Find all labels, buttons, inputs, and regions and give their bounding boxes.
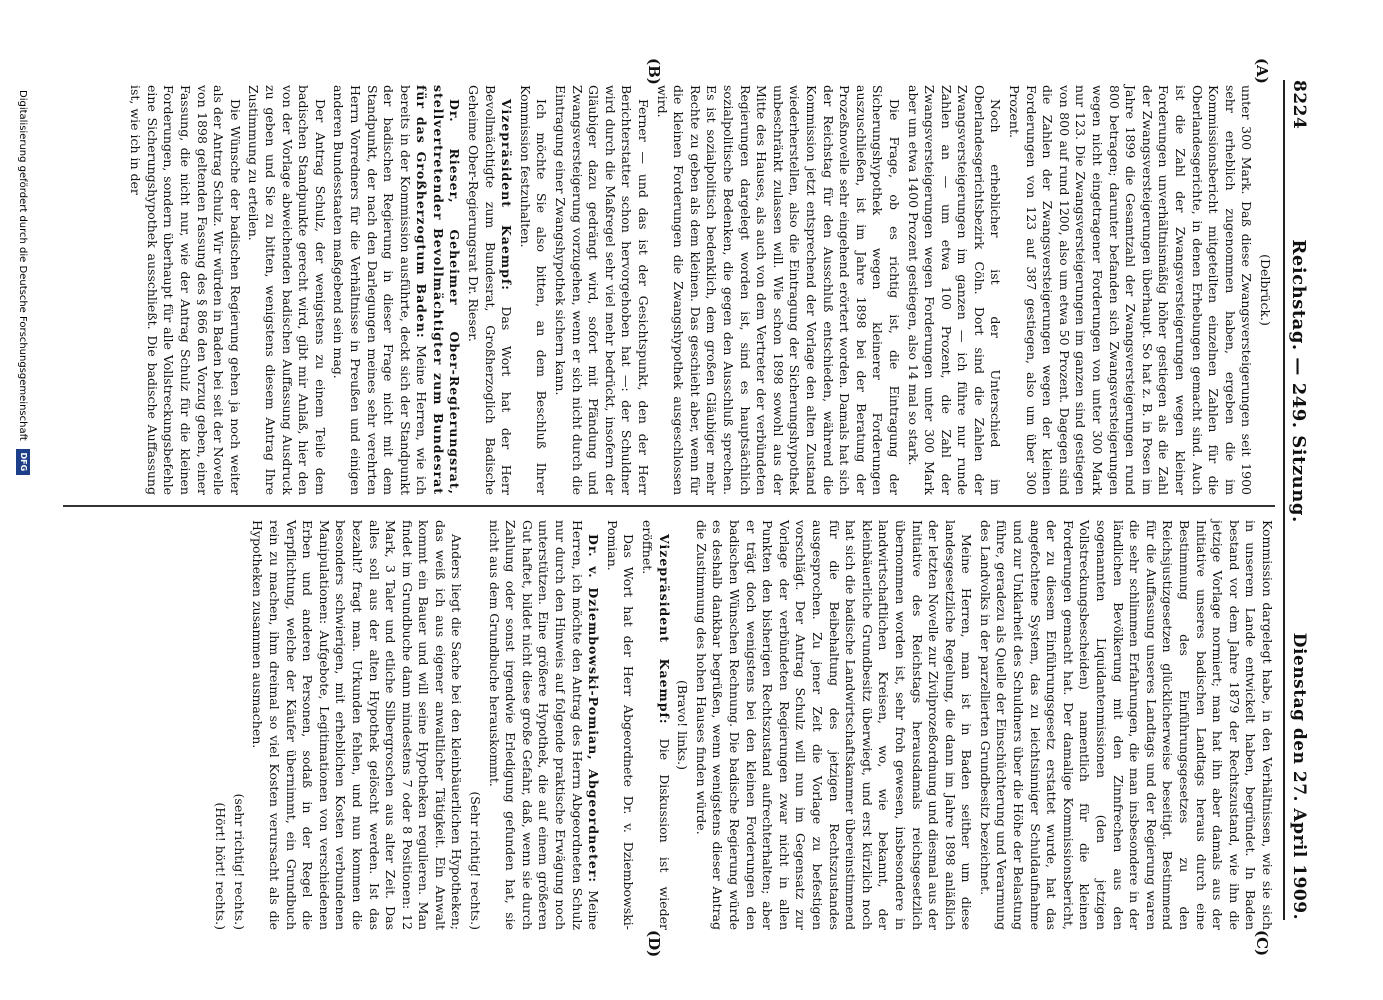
margin-mark-d: (D)	[645, 930, 663, 958]
speech-text: Die Diskussion ist wieder eröffnet.	[640, 520, 672, 930]
applause-note: (Bravo! links.)	[675, 680, 691, 770]
session-title: Reichstag. — 249. Sitzung.	[1288, 239, 1310, 523]
paragraph: Kommission dargelegt habe, in den Verhältnissen, wie sie sich in unserem Lande entwickelt haben, begründet. In Baden bestand vor dem Jahre 1879 der Rechtszustand, wie ihn die jetzige Vorlage normiert; man hat ihn aber damals aus der Initiative unseres badischen Landtags heraus durch eine Bestimmung des Einführungsgesetzes zu den Reichsjustizgesetzen glücklicherweise beseitigt. Bestimmend für die Auffassung unseres Landtags und der Regierung waren die sehr schlimmen Erfahrungen, die man insbesondere in der ländlichen Bevölkerung mit den Zinnfrechen aus den sogenannten Liquidantenmissionen (den jetzigen Vollstreckungsbescheiden) namentlich für die kleinen Forderungen gemacht hat. Der damalige Kommissionsbericht, der zu diesem Einführungsgesetz erstattet wurde, hat das angefochtene System, das zu leichtsinniger Schuldaufnahme und zur Unklarheit des Schuldners über die Höhe der Belastung führe, geradezu als Quelle der Einschüchterung und Verarmung des Landvolks in der parzellierten Grundbesitz bezeichnet.	[977, 520, 1275, 930]
dfg-logo-icon: DFG	[16, 449, 30, 475]
speaker-name: Dr. v. Dziembowski-Pomian, Abgeordneter:	[586, 534, 602, 884]
speaker-continued: (Delbrück.)	[1258, 254, 1273, 326]
paragraph: Der Antrag Schulz, der wenigstens zu einem Teile dem badischen Standpunkte gerecht wird, gibt mir Anlaß, hier den von der Vorlage abweichenden badischen Auffassung Ausdruck zu geben und Sie zu bitten, wenigstens diesem Antrag Ihre Zustimmung zu erteilen.	[246, 85, 328, 495]
applause-note: (Hört! hört! rechts.)	[213, 802, 229, 930]
margin-mark-a: (A)	[1253, 58, 1271, 84]
rieser-statement	[330, 85, 463, 495]
vp-statement	[638, 520, 671, 930]
page-number: 8224	[1289, 80, 1309, 130]
header-rule	[1283, 80, 1285, 920]
paragraph: Das Wort hat der Herr Abgeordnete Dr. v. Dziembowski-Pomian.	[604, 520, 637, 930]
column-divider	[63, 505, 1275, 507]
paragraph: Ferner — und das ist der Gesichtspunkt, den der Herr Berichterstatter schon hervorgehoben hat —: der Schuldner wird durch die Maßregel sehr viel mehr bedrückt, insofern der Gläubiger dazu gedrängt wird, sofort mit Pfändung und Zwangsversteigerung vorzugehen, wenn er sich nicht durch die Eintragung einer Zwangshypothek sichern kann.	[553, 85, 652, 495]
paragraph: Noch erheblicher ist der Unterschied im Oberlandesgerichtsbezirk Cöln. Dort sind die Zahlen der Zwangsversteigerungen im ganzen — ich führe nur runde Zahlen an — um etwa 100 Prozent, die Zahl der Zwangsversteigerungen wegen Forderungen unter 300 Mark aber um etwa 1400 Prozent gestiegen, also 14 mal so stark.	[905, 85, 1004, 495]
speech-text: Meine Herren, wie ich bereits in der Kommission ausführte, deckt sich der Standpunkt der badischen Regierung in dieser Frage nicht mit dem Standpunkt, der nach den Darlegungen meines sehr verehrten Herrn Vorredners für die Verhältnisse in Preußen und einigen anderen Bundesstaaten maßgebend sein mag.	[331, 85, 430, 495]
margin-mark-b: (B)	[645, 58, 663, 85]
speech-text: Das Wort hat der Herr Bevollmächtigte zum Bundesrat, Großherzoglich Badische Geheime Ober-Regierungsrat Dr. Rieser.	[466, 85, 515, 495]
paragraph: Anders liegt die Sache bei den kleinbäuerlichen Hypotheken; das weiß ich aus eigener anwaltlicher Tätigkeit. Ein Anwalt kommt ein Bauer und will seine Hypotheken regulieren. Man findet im Grundbuche dann mindestens 7 oder 8 Positionen: 12 Mark, 3 Taler und etliche Silbergroschen aus alter Zeit. Das alles soll aus der alten Hypothek gelöscht werden. Ist das bezahlt? fragt man. Urkunden fehlen, und nun kommen die besonders schwierigen, mit erheblichen Kosten verbundenen Manipulationen: Aufgebote, Legitimationen von verschiedenen Erben und anderen Personen, sodaß in der Regel die Verpflichtung, welche der Käufer übernimmt, ein Grundbuch rein zu machen, ihm dreimal so viel Kosten verursacht als die Hypotheken zusammen ausmachen.	[250, 520, 465, 930]
digitization-footer	[13, 90, 33, 970]
session-date: Dienstag den 27. April 1909.	[1289, 632, 1309, 920]
right-column	[210, 520, 1275, 930]
paragraph: Meine Herren, man ist in Baden seither um diese landesgesetzliche Regelung, die dann im Jahre 1898 anläßlich der letzten Novelle zur Zivilprozeßordnung und diesmal aus der Initiative des Reichstags herausdamals reichsgesetzlich übernommen worden ist, sehr froh gewesen, insbesondere in landwirtschaftlichen Kreisen, wo, wie bekannt, der kleinbäuerliche Grundbesitz überwiegt, und erst kürzlich noch hat sich die badische Landwirtschaftskammer übereinstimmend für die Beibehaltung des jetzigen Rechtszustandes ausgesprochen. Zu jener Zeit die Vorlage zu befestigen vorschlägt. Der Antrag Schulz will nun im Gegensatz zur Vorlage der verbündeten Regierungen zwar nicht in allen Punkten den bisherigen Rechtszustand aufrechterhalten; aber er trägt doch wenigstens bei den kleinen Forderungen den badischen Wünschen Rechnung. Die badische Regierung würde es deshalb dankbar begrüßen, wenn wenigstens dieser Antrag die Zustimmung des hohen Hauses finden würde.	[693, 520, 975, 930]
applause-note: (Sehr richtig! rechts.)	[468, 791, 484, 930]
left-column	[125, 85, 1275, 495]
applause-note: (sehr richtig! rechts.)	[231, 793, 247, 930]
paragraph: Die Frage, ob es richtig ist, die Eintragung der Sicherungshypothek wegen kleinerer Forderungen auszuschließen, ist im Jahre 1898 bei der Beratung der Prozeßnovelle sehr eingehend erörtert worden. Damals hat sich der Reichstag für den Ausschluß entschieden, während die Kommission jetzt entsprechend der Vorlage den alten Zustand wiederherstellen, also die Eintragung der Sicherungshypothek unbeschränkt zulassen will. Wie schon 1898 sowohl aus der Mitte des Hauses, als auch von dem Vertreter der verbündeten Regierungen dargelegt worden ist, sind es hauptsächlich sozialpolitische Bedenken, die gegen den Ausschluß sprechen. Es ist sozialpolitisch bedenklich, dem großen Gläubiger mehr Rechte zu geben als dem kleinen. Das geschieht aber, wenn für die kleinen Forderungen die Zwangshypothek ausgeschlossen wird.	[654, 85, 902, 495]
footer-text: Digitalisierung gefördert durch die Deutsche Forschungsgemeinschaft	[17, 90, 29, 441]
speech-text: Meine Herren, ich möchte den Antrag des Herrn Abgeordneten Schulz nur durch den Hinweis auf folgende praktische Erwägung noch unterstützen. Eine größere Hypothek, die auf einem größeren Gut haftet, bildet nicht diese große Gefahr, daß, wenn sie durch Zahlung oder sonst irgendwie Erledigung gefunden hat, sie nicht aus dem Grundbuche herauskommt.	[486, 520, 602, 931]
speaker-name: Vizepräsident Kaempf:	[499, 99, 515, 291]
speaker-name: Dr. Rieser, Geheimer Ober-Regierungsrat, stellvertretender Bevollmächtigter zum Bundesrat für das Großherzogtum Baden:	[414, 85, 463, 495]
paragraph: unter 300 Mark. Daß diese Zwangsversteigerungen seit 1900 sehr erheblich zugenommen haben, ergeben die im Kommissionsbericht mitgeteilten einzelnen Zahlen für die Oberlandesgerichte, in denen Erhebungen gemacht sind. Auch ist die Zahl der Zwangsversteigerungen wegen kleiner Forderungen unverhältnismäßig höher gestiegen als die Zahl der Zwangsversteigerungen überhaupt. So hat z. B. in Posen im Jahre 1899 die Gesamtzahl der Zwangsversteigerungen rund 800 betragen; darunter befanden sich Zwangsversteigerungen wegen nicht eingetragener Forderungen von unter 300 Mark nur 123. Die Zwangsversteigerungen im ganzen sind gestiegen von 800 auf rund 1200, also um etwa 50 Prozent. Dagegen sind die Zahlen der Zwangsversteigerungen wegen der kleinen Forderungen von 123 auf 387 gestiegen, also um über 300 Prozent.	[1007, 85, 1255, 495]
paragraph: Die Wünsche der badischen Regierung gehen ja noch weiter als der Antrag Schulz. Wir würden in Baden bei seit der Novelle von 1898 geltenden Fassung des § 866 den Vorzug geben, einer Fassung, die nicht nur, wie der Antrag Schulz für die kleinen Forderungen, sondern überhaupt für alle Vollstreckungsbefehle eine Sicherungshypothek ausschließt. Die badische Auffassung ist, wie ich in der	[128, 85, 243, 495]
speaker-name: Vizepräsident Kaempf:	[656, 534, 672, 725]
page-header	[1285, 80, 1313, 920]
paragraph: Ich möchte Sie also bitten, an dem Beschluß Ihrer Kommission festzuhalten.	[517, 85, 550, 495]
dziembowski-statement	[485, 520, 601, 930]
vp-statement	[465, 85, 515, 495]
margin-mark-c: (C)	[1253, 930, 1271, 957]
